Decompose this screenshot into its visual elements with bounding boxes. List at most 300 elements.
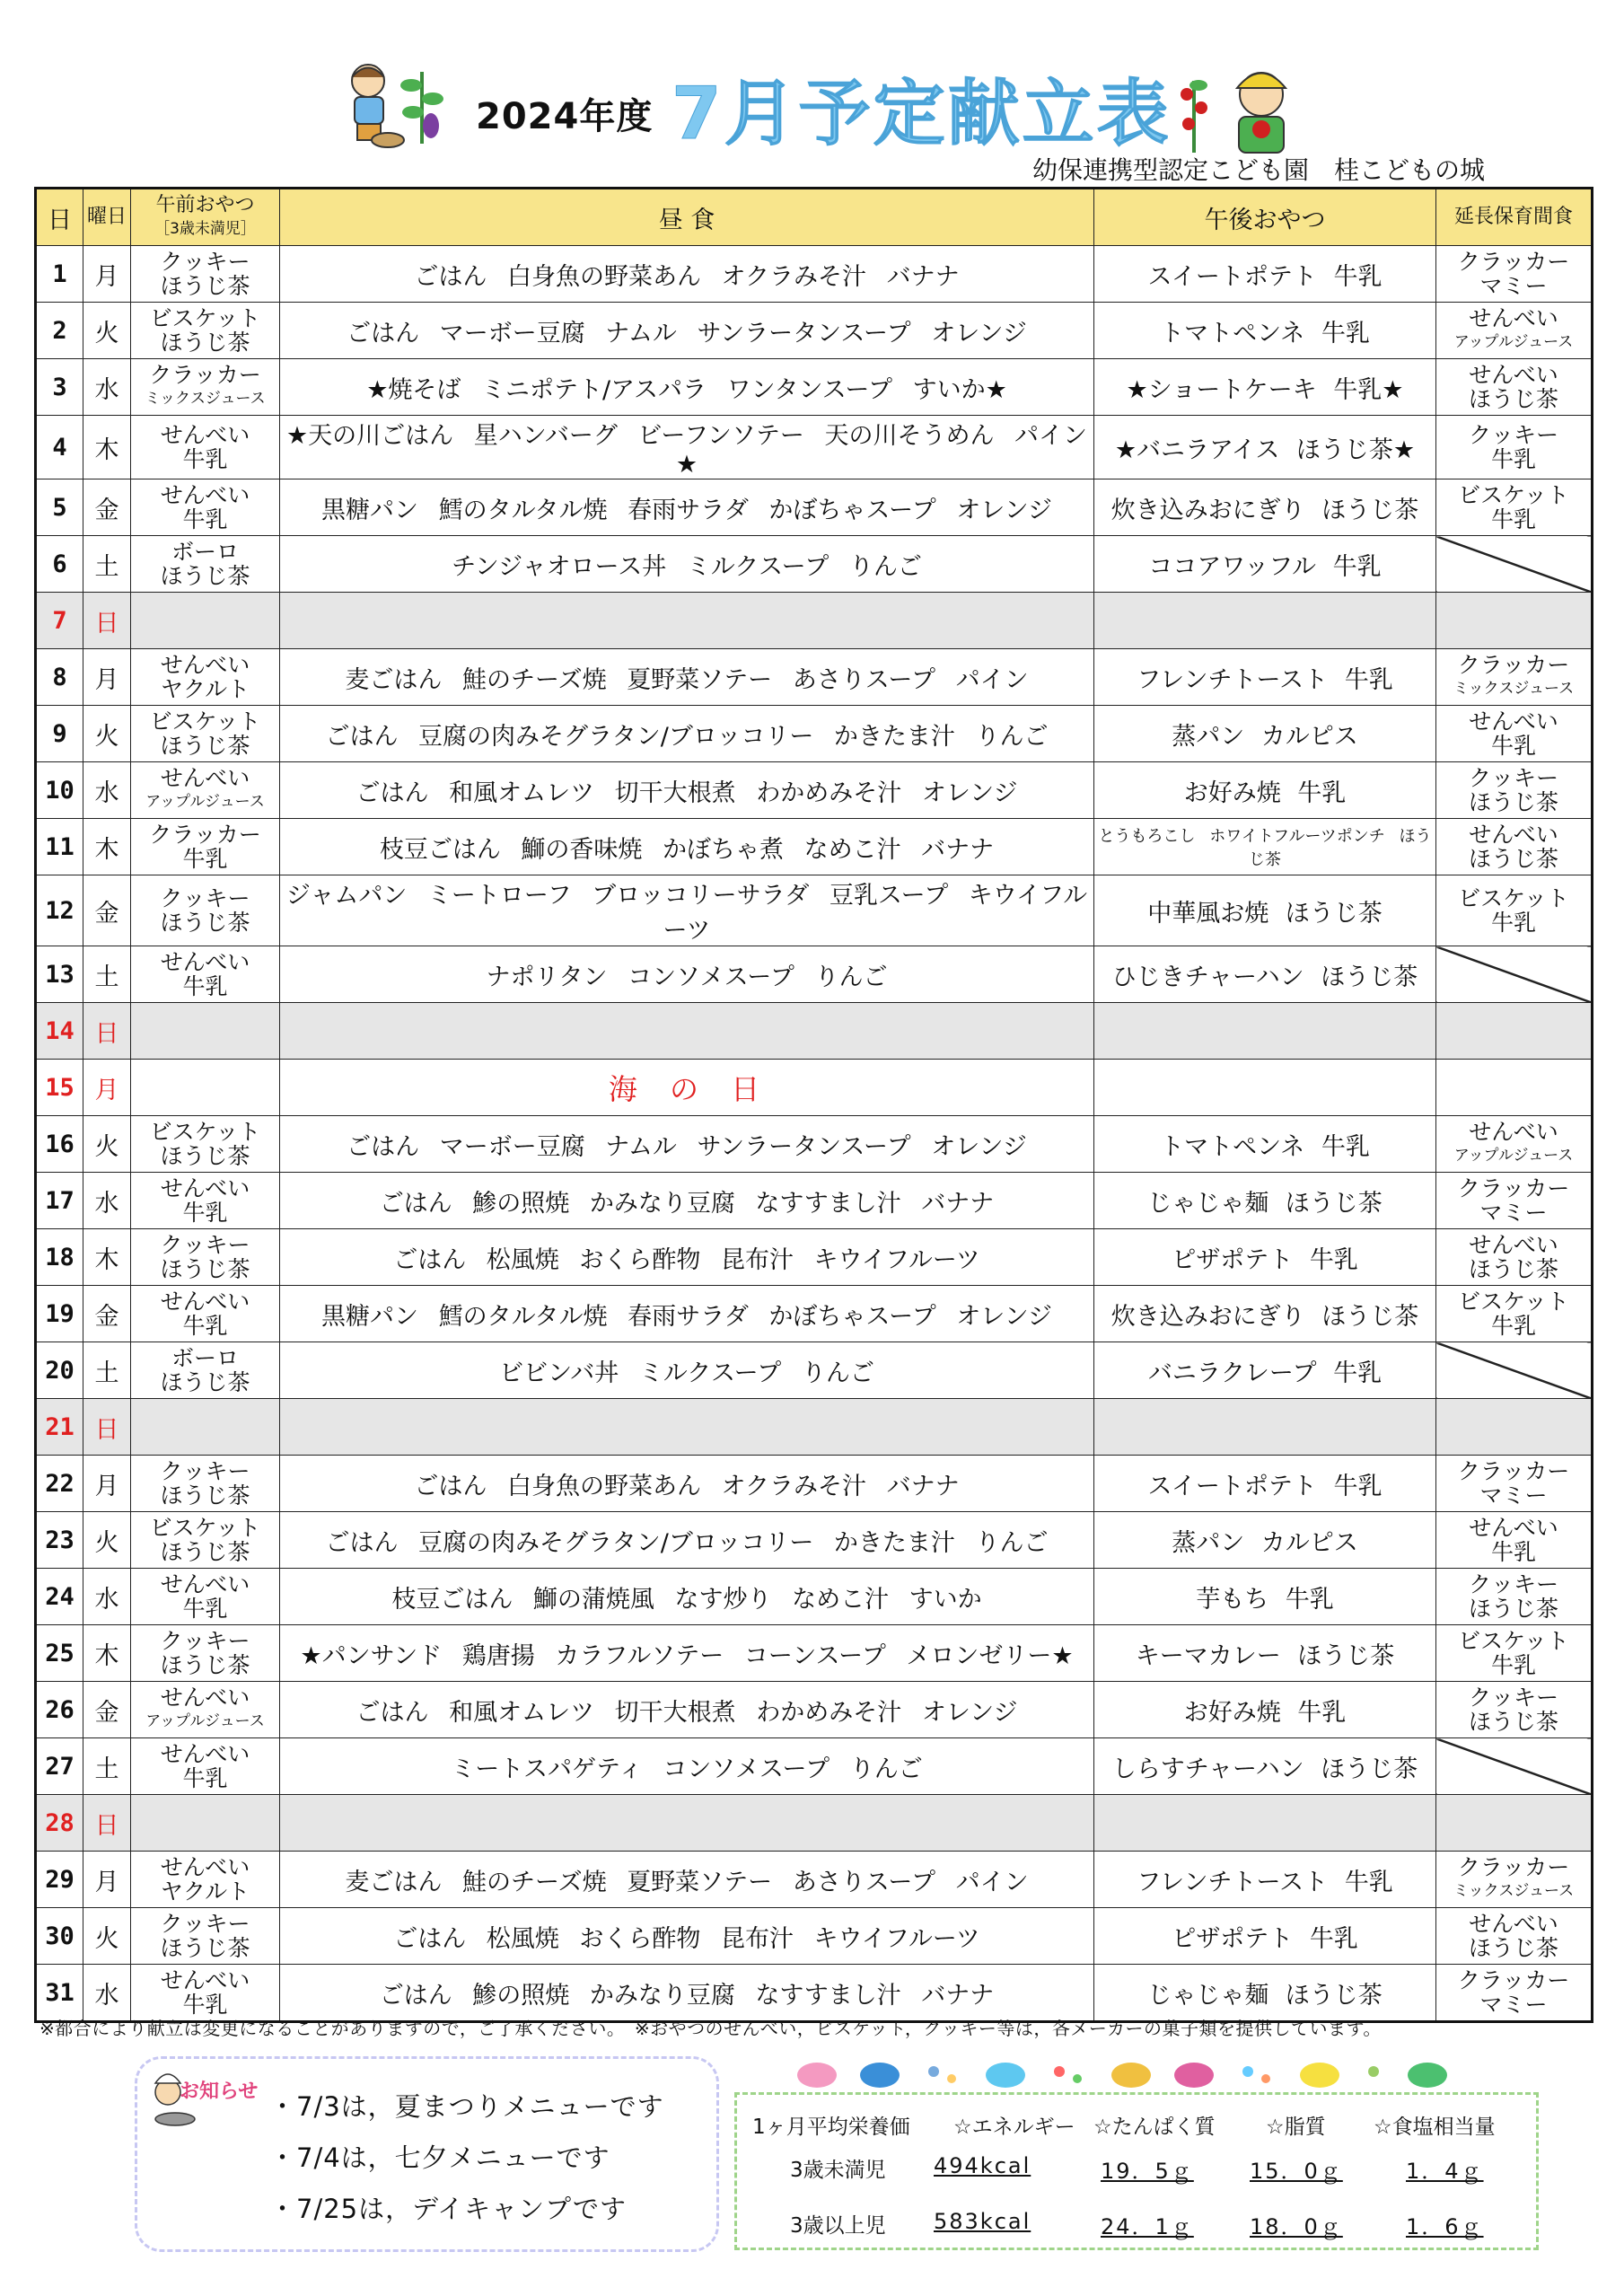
extended-care-closed	[1436, 1342, 1593, 1399]
extended-care-item: クッキー	[1468, 1571, 1558, 1597]
am-snack-cell	[131, 303, 280, 359]
pm-snack-menu: じゃじゃ麺 ほうじ茶	[1094, 1173, 1436, 1229]
am-snack-item: ほうじ茶	[160, 733, 250, 759]
pm-snack-menu: とうもろこし ホワイトフルーツポンチ ほうじ茶	[1094, 819, 1436, 875]
nutrition-value: 1．6ｇ	[1406, 2214, 1484, 2239]
weekday: 金	[83, 479, 131, 536]
am-snack-item: ビスケット	[149, 1119, 261, 1145]
am-snack-item: ビスケット	[149, 1515, 261, 1541]
am-snack-item: 牛乳	[182, 1313, 228, 1339]
extended-care-item: 牛乳	[1490, 1652, 1536, 1678]
extended-care-cell	[1436, 706, 1593, 762]
am-snack-cell	[131, 479, 280, 536]
extended-care-cell	[1436, 416, 1593, 479]
lunch-menu: 麦ごはん 鮭のチーズ焼 夏野菜ソテー あさりスープ パイン	[280, 1852, 1094, 1908]
am-snack-item: ほうじ茶	[160, 1369, 250, 1395]
pm-snack-menu: ★ショートケーキ 牛乳★	[1094, 359, 1436, 416]
day-number: 1	[36, 246, 83, 303]
am-snack-cell	[131, 762, 280, 819]
weekday: 土	[83, 1342, 131, 1399]
am-snack-item: クッキー	[160, 1458, 250, 1484]
day-number: 28	[36, 1795, 83, 1852]
lunch-menu: ★焼そば ミニポテト/アスパラ ワンタンスープ すいか★	[280, 359, 1094, 416]
extended-care-item: アップルジュース	[1453, 1147, 1574, 1165]
day-number: 16	[36, 1116, 83, 1173]
extended-care-item: クラッカー	[1457, 1458, 1570, 1484]
disclaimer: ※都合により献立は変更になることがありますので，ご了承ください。 ※おやつのせんべい，ビスケット，クッキー等は，各メーカーの菓子類を提供しています。	[40, 2018, 1382, 2039]
am-snack-item: クラッカー	[149, 822, 261, 848]
pm-snack-menu: スイートポテト 牛乳	[1094, 1456, 1436, 1512]
am-snack-item: 牛乳	[182, 973, 228, 999]
am-snack-cell	[131, 1116, 280, 1173]
extended-care-item: クラッカー	[1457, 652, 1570, 678]
header-day: 日	[36, 189, 83, 246]
am-snack-item: せんべい	[160, 765, 250, 791]
extended-care-cell	[1436, 875, 1593, 946]
table-row	[36, 649, 1593, 706]
day-number: 15	[36, 1060, 83, 1116]
pm-snack-menu: お好み焼 牛乳	[1094, 762, 1436, 819]
extended-care-item: ビスケット	[1458, 1289, 1569, 1315]
table-header-row	[36, 189, 1593, 246]
extended-care-item: せんべい	[1469, 1232, 1558, 1258]
am-snack-cell	[131, 1173, 280, 1229]
am-snack-cell	[131, 593, 280, 649]
header-lunch: 昼 食	[280, 189, 1094, 246]
notice-item: ・7/25は，デイキャンプです	[269, 2194, 627, 2224]
lunch-menu: ごはん 松風焼 おくら酢物 昆布汁 キウイフルーツ	[280, 1229, 1094, 1286]
am-snack-cell	[131, 1229, 280, 1286]
am-snack-item: ほうじ茶	[160, 910, 250, 936]
am-snack-item: ほうじ茶	[160, 1652, 250, 1678]
extended-care-item: せんべい	[1469, 362, 1558, 388]
day-number: 5	[36, 479, 83, 536]
pm-snack-menu: 炊き込みおにぎり ほうじ茶	[1094, 1286, 1436, 1342]
extended-care-cell	[1436, 762, 1593, 819]
table-row	[36, 1908, 1593, 1965]
am-snack-cell	[131, 1060, 280, 1116]
extended-care-cell	[1436, 819, 1593, 875]
page-title: 7月予定献立表	[672, 72, 1172, 155]
day-number: 6	[36, 536, 83, 593]
am-snack-cell	[131, 1738, 280, 1795]
table-row	[36, 536, 1593, 593]
am-snack-item: せんべい	[160, 949, 250, 975]
lunch-menu: ごはん 豆腐の肉みそグラタン/ブロッコリー かきたま汁 りんご	[280, 706, 1094, 762]
table-row	[36, 246, 1593, 303]
nutrition-value: 1．4ｇ	[1406, 2159, 1484, 2184]
am-snack-cell	[131, 1852, 280, 1908]
extended-care-item: ほうじ茶	[1468, 1596, 1558, 1622]
nutrition-value: 494kcal	[934, 2153, 1031, 2178]
pm-snack-menu: フレンチトースト 牛乳	[1094, 649, 1436, 706]
pm-snack-menu: スイートポテト 牛乳	[1094, 246, 1436, 303]
pm-snack-menu: 中華風お焼 ほうじ茶	[1094, 875, 1436, 946]
pm-snack-cell	[1094, 1399, 1436, 1456]
am-snack-cell	[131, 1003, 280, 1060]
day-number: 26	[36, 1682, 83, 1738]
notice-title: お知らせ	[180, 2080, 259, 2103]
day-number: 4	[36, 416, 83, 479]
day-number: 30	[36, 1908, 83, 1965]
extended-care-cell	[1436, 1852, 1593, 1908]
extended-care-cell	[1436, 1908, 1593, 1965]
am-snack-item: ほうじ茶	[160, 1539, 250, 1565]
extended-care-item: ミックスジュース	[1453, 1882, 1575, 1900]
table-row	[36, 1229, 1593, 1286]
am-snack-item: せんべい	[160, 1685, 250, 1711]
day-number: 13	[36, 946, 83, 1003]
extended-care-cell	[1436, 1173, 1593, 1229]
am-snack-item: せんべい	[160, 482, 250, 508]
weekday: 木	[83, 416, 131, 479]
lunch-menu: ごはん 和風オムレツ 切干大根煮 わかめみそ汁 オレンジ	[280, 762, 1094, 819]
am-snack-item: せんべい	[160, 1571, 250, 1597]
table-row	[36, 1738, 1593, 1795]
lunch-menu: チンジャオロース丼 ミルクスープ りんご	[280, 536, 1094, 593]
day-number: 2	[36, 303, 83, 359]
lunch-cell	[280, 1003, 1094, 1060]
table-row	[36, 359, 1593, 416]
extended-care-item: せんべい	[1469, 1911, 1558, 1937]
lunch-menu: ★パンサンド 鶏唐揚 カラフルソテー コーンスープ メロンゼリー★	[280, 1625, 1094, 1682]
am-snack-cell	[131, 1682, 280, 1738]
lunch-menu: ごはん 豆腐の肉みそグラタン/ブロッコリー かきたま汁 りんご	[280, 1512, 1094, 1569]
am-snack-cell	[131, 819, 280, 875]
day-number: 22	[36, 1456, 83, 1512]
day-number: 17	[36, 1173, 83, 1229]
table-row	[36, 1569, 1593, 1625]
table-row	[36, 479, 1593, 536]
lunch-menu: 黒糖パン 鱈のタルタル焼 春雨サラダ かぼちゃスープ オレンジ	[280, 479, 1094, 536]
extended-care-item: マミー	[1479, 1200, 1548, 1226]
am-snack-item: せんべい	[160, 1175, 250, 1201]
weekday: 金	[83, 875, 131, 946]
am-snack-item: ほうじ茶	[160, 563, 250, 589]
header-am-snack	[131, 189, 280, 246]
weekday: 火	[83, 1908, 131, 1965]
am-snack-cell	[131, 1286, 280, 1342]
pm-snack-menu: キーマカレー ほうじ茶	[1094, 1625, 1436, 1682]
am-snack-item: 牛乳	[182, 506, 228, 532]
weekday: 月	[83, 1852, 131, 1908]
extended-care-closed	[1436, 536, 1593, 593]
am-snack-cell	[131, 1908, 280, 1965]
am-snack-cell	[131, 536, 280, 593]
table-row	[36, 1852, 1593, 1908]
table-row	[36, 1342, 1593, 1399]
table-row	[36, 762, 1593, 819]
day-number: 11	[36, 819, 83, 875]
table-row	[36, 593, 1593, 649]
table-row	[36, 1456, 1593, 1512]
extended-care-cell	[1436, 1116, 1593, 1173]
extended-care-item: アップルジュース	[1453, 333, 1574, 351]
extended-care-item: ほうじ茶	[1468, 1709, 1558, 1735]
extended-care-item: ビスケット	[1458, 885, 1569, 911]
extended-care-cell	[1436, 1625, 1593, 1682]
day-number: 21	[36, 1399, 83, 1456]
lunch-menu: ごはん 鯵の照焼 かみなり豆腐 なすすまし汁 バナナ	[280, 1173, 1094, 1229]
pm-snack-menu: じゃじゃ麺 ほうじ茶	[1094, 1965, 1436, 2022]
pm-snack-menu: 炊き込みおにぎり ほうじ茶	[1094, 479, 1436, 536]
extended-care-cell	[1436, 1965, 1593, 2022]
weekday: 土	[83, 946, 131, 1003]
am-snack-cell	[131, 359, 280, 416]
day-number: 7	[36, 593, 83, 649]
extended-care-item: せんべい	[1469, 1119, 1558, 1145]
nutrition-value: 18．0ｇ	[1250, 2214, 1343, 2239]
extended-care-item: クラッカー	[1457, 1854, 1570, 1880]
header-am-snack-note: ［3歳未満児］	[154, 220, 256, 238]
am-snack-item: ほうじ茶	[160, 1143, 250, 1169]
extended-care-item: せんべい	[1469, 305, 1558, 331]
day-number: 9	[36, 706, 83, 762]
table-row	[36, 946, 1593, 1003]
table-row	[36, 1173, 1593, 1229]
table-row	[36, 875, 1593, 946]
day-number: 20	[36, 1342, 83, 1399]
lunch-menu: ★天の川ごはん 星ハンバーグ ビーフンソテー 天の川そうめん パイン★	[280, 416, 1094, 479]
am-snack-cell	[131, 1399, 280, 1456]
am-snack-cell	[131, 649, 280, 706]
am-snack-item: ヤクルト	[160, 1878, 250, 1905]
lunch-menu: ミートスパゲティ コンソメスープ りんご	[280, 1738, 1094, 1795]
extended-care-cell	[1436, 1003, 1593, 1060]
weekday: 日	[83, 1795, 131, 1852]
lunch-cell	[280, 1795, 1094, 1852]
lunch-menu: 枝豆ごはん 鰤の蒲焼風 なす炒り なめこ汁 すいか	[280, 1569, 1094, 1625]
am-snack-cell	[131, 1569, 280, 1625]
day-number: 19	[36, 1286, 83, 1342]
am-snack-item: クッキー	[160, 1911, 250, 1937]
extended-care-item: せんべい	[1469, 1515, 1558, 1541]
weekday: 日	[83, 593, 131, 649]
table-row	[36, 303, 1593, 359]
am-snack-item: 牛乳	[182, 1765, 228, 1791]
weekday: 月	[83, 1456, 131, 1512]
weekday: 日	[83, 1003, 131, 1060]
pm-snack-menu: トマトペンネ 牛乳	[1094, 1116, 1436, 1173]
extended-care-cell	[1436, 479, 1593, 536]
extended-care-cell	[1436, 1399, 1593, 1456]
extended-care-cell	[1436, 1060, 1593, 1116]
nutrition-row-label: 3歳以上児	[790, 2214, 886, 2238]
weekday: 金	[83, 1286, 131, 1342]
extended-care-item: 牛乳	[1490, 506, 1536, 532]
lunch-menu: ごはん 白身魚の野菜あん オクラみそ汁 バナナ	[280, 1456, 1094, 1512]
pm-snack-cell	[1094, 1003, 1436, 1060]
notice-item: ・7/3は，夏まつりメニューです	[269, 2091, 664, 2122]
am-snack-item: せんべい	[160, 1289, 250, 1315]
am-snack-item: クッキー	[160, 249, 250, 275]
pm-snack-menu: ピザポテト 牛乳	[1094, 1229, 1436, 1286]
header-pm-snack: 午後おやつ	[1094, 189, 1436, 246]
weekday: 水	[83, 762, 131, 819]
lunch-menu: ごはん マーボー豆腐 ナムル サンラータンスープ オレンジ	[280, 1116, 1094, 1173]
extended-care-item: 牛乳	[1490, 446, 1536, 472]
nutrition-value: 19．5ｇ	[1101, 2159, 1194, 2184]
table-row	[36, 1286, 1593, 1342]
lunch-menu: ごはん 白身魚の野菜あん オクラみそ汁 バナナ	[280, 246, 1094, 303]
lunch-menu: ごはん マーボー豆腐 ナムル サンラータンスープ オレンジ	[280, 303, 1094, 359]
am-snack-item: クラッカー	[149, 362, 261, 388]
pm-snack-cell	[1094, 1060, 1436, 1116]
page-header	[0, 0, 1624, 185]
pm-snack-menu: バニラクレープ 牛乳	[1094, 1342, 1436, 1399]
table-row	[36, 1060, 1593, 1116]
am-snack-item: 牛乳	[182, 446, 228, 472]
extended-care-cell	[1436, 1795, 1593, 1852]
food-bowls-decoration-icon	[790, 2052, 1454, 2091]
am-snack-item: せんべい	[160, 1967, 250, 1993]
extended-care-cell	[1436, 1512, 1593, 1569]
day-number: 8	[36, 649, 83, 706]
am-snack-item: クッキー	[160, 1628, 250, 1654]
am-snack-item: ほうじ茶	[160, 330, 250, 356]
day-number: 27	[36, 1738, 83, 1795]
child-gardening-illustration	[332, 54, 458, 153]
school-name: 幼保連携型認定こども園 桂こどもの城	[1032, 155, 1486, 185]
weekday: 土	[83, 1738, 131, 1795]
extended-care-item: ほうじ茶	[1468, 1256, 1558, 1282]
extended-care-item: クッキー	[1468, 765, 1558, 791]
pm-snack-menu: 蒸パン カルピス	[1094, 706, 1436, 762]
extended-care-item: ミックスジュース	[1453, 680, 1575, 698]
extended-care-item: クラッカー	[1457, 249, 1570, 275]
extended-care-item: マミー	[1479, 1992, 1548, 2018]
day-number: 23	[36, 1512, 83, 1569]
pm-snack-menu: 芋もち 牛乳	[1094, 1569, 1436, 1625]
extended-care-item: 牛乳	[1490, 1313, 1536, 1339]
am-snack-cell	[131, 946, 280, 1003]
header-weekday: 曜日	[83, 189, 131, 246]
am-snack-cell	[131, 1795, 280, 1852]
pm-snack-cell	[1094, 593, 1436, 649]
am-snack-item: クッキー	[160, 885, 250, 911]
table-row	[36, 1625, 1593, 1682]
pm-snack-menu: しらすチャーハン ほうじ茶	[1094, 1738, 1436, 1795]
weekday: 火	[83, 1512, 131, 1569]
nutrition-col-energy: ☆エネルギー	[953, 2116, 1075, 2139]
notice-list	[269, 2081, 664, 2235]
am-snack-cell	[131, 1965, 280, 2022]
table-row	[36, 819, 1593, 875]
extended-care-item: クッキー	[1468, 422, 1558, 448]
am-snack-cell	[131, 1342, 280, 1399]
am-snack-item: せんべい	[160, 1854, 250, 1880]
weekday: 火	[83, 303, 131, 359]
extended-care-cell	[1436, 246, 1593, 303]
am-snack-item: ヤクルト	[160, 676, 250, 702]
extended-care-item: ほうじ茶	[1468, 846, 1558, 872]
lunch-menu: ごはん 鯵の照焼 かみなり豆腐 なすすまし汁 バナナ	[280, 1965, 1094, 2022]
menu-body	[36, 246, 1593, 2022]
table-row	[36, 1965, 1593, 2022]
am-snack-item: 牛乳	[182, 1200, 228, 1226]
weekday: 日	[83, 1399, 131, 1456]
extended-care-cell	[1436, 1682, 1593, 1738]
weekday: 水	[83, 1569, 131, 1625]
pm-snack-menu: ★バニラアイス ほうじ茶★	[1094, 416, 1436, 479]
table-row	[36, 416, 1593, 479]
am-snack-cell	[131, 1456, 280, 1512]
extended-care-item: ビスケット	[1458, 482, 1569, 508]
day-number: 25	[36, 1625, 83, 1682]
holiday-label: 海 の 日	[280, 1060, 1094, 1116]
extended-care-item: 牛乳	[1490, 910, 1536, 936]
lunch-menu: ごはん 和風オムレツ 切干大根煮 わかめみそ汁 オレンジ	[280, 1682, 1094, 1738]
table-row	[36, 1512, 1593, 1569]
extended-care-cell	[1436, 1456, 1593, 1512]
lunch-menu: 麦ごはん 鮭のチーズ焼 夏野菜ソテー あさりスープ パイン	[280, 649, 1094, 706]
weekday: 水	[83, 1173, 131, 1229]
weekday: 土	[83, 536, 131, 593]
table-row	[36, 1795, 1593, 1852]
weekday: 水	[83, 1965, 131, 2022]
table-row	[36, 1116, 1593, 1173]
extended-care-cell	[1436, 593, 1593, 649]
nutrition-row-label: 3歳未満児	[790, 2159, 886, 2182]
pm-snack-menu: ココアワッフル 牛乳	[1094, 536, 1436, 593]
weekday: 月	[83, 1060, 131, 1116]
nutrition-col-salt: ☆食塩相当量	[1374, 2116, 1496, 2139]
weekday: 月	[83, 246, 131, 303]
am-snack-item: せんべい	[160, 652, 250, 678]
weekday: 水	[83, 359, 131, 416]
extended-care-item: ほうじ茶	[1468, 1935, 1558, 1961]
weekday: 木	[83, 1229, 131, 1286]
child-harvest-illustration	[1176, 54, 1311, 162]
extended-care-item: ほうじ茶	[1468, 789, 1558, 815]
am-snack-cell	[131, 706, 280, 762]
nutrition-heading: 1ヶ月平均栄養価	[752, 2116, 910, 2139]
am-snack-item: ビスケット	[149, 305, 261, 331]
weekday: 木	[83, 819, 131, 875]
lunch-menu: ナポリタン コンソメスープ りんご	[280, 946, 1094, 1003]
day-number: 14	[36, 1003, 83, 1060]
table-row	[36, 706, 1593, 762]
extended-care-cell	[1436, 1286, 1593, 1342]
extended-care-item: ビスケット	[1458, 1628, 1569, 1654]
am-snack-item: アップルジュース	[145, 1712, 265, 1730]
notice-item: ・7/4は，七夕メニューです	[269, 2142, 610, 2173]
nutrition-value: 15．0ｇ	[1250, 2159, 1343, 2184]
extended-care-closed	[1436, 946, 1593, 1003]
am-snack-item: アップルジュース	[145, 793, 265, 811]
day-number: 12	[36, 875, 83, 946]
extended-care-cell	[1436, 359, 1593, 416]
extended-care-item: クラッカー	[1457, 1175, 1570, 1201]
day-number: 24	[36, 1569, 83, 1625]
extended-care-item: ほうじ茶	[1468, 386, 1558, 412]
am-snack-item: ボーロ	[171, 539, 239, 565]
extended-care-cell	[1436, 1569, 1593, 1625]
pm-snack-menu: お好み焼 牛乳	[1094, 1682, 1436, 1738]
am-snack-item: せんべい	[160, 1741, 250, 1767]
extended-care-item: せんべい	[1469, 822, 1558, 848]
table-row	[36, 1003, 1593, 1060]
lunch-cell	[280, 1399, 1094, 1456]
extended-care-item: クラッカー	[1457, 1967, 1570, 1993]
am-snack-item: ほうじ茶	[160, 1482, 250, 1509]
pm-snack-menu: 蒸パン カルピス	[1094, 1512, 1436, 1569]
am-snack-item: ほうじ茶	[160, 1256, 250, 1282]
weekday: 火	[83, 706, 131, 762]
extended-care-item: マミー	[1479, 1482, 1548, 1509]
am-snack-item: ほうじ茶	[160, 1935, 250, 1961]
lunch-menu: 枝豆ごはん 鰤の香味焼 かぼちゃ煮 なめこ汁 バナナ	[280, 819, 1094, 875]
